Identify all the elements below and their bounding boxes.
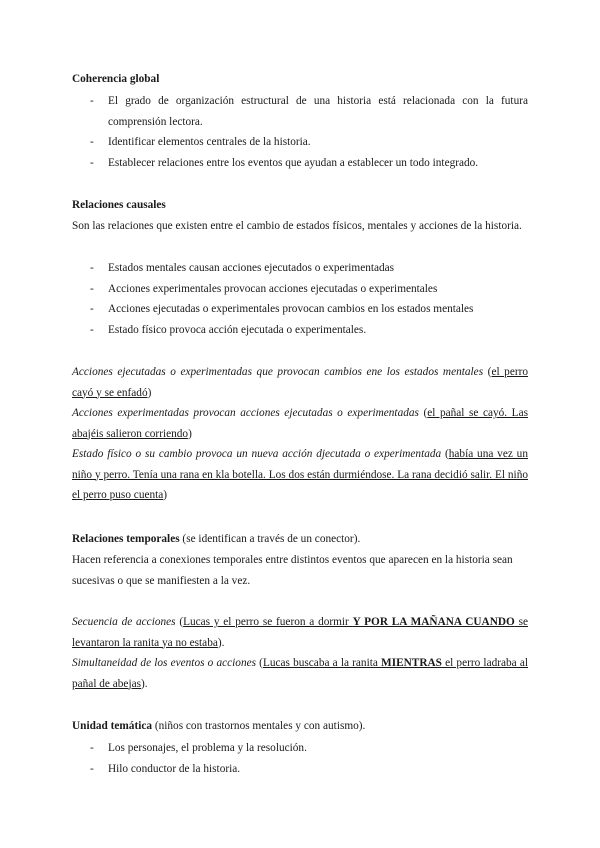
temporales-body: Hacen referencia a conexiones temporales entre distintos eventos que aparecen en la historia sean sucesivas o que se manifiesten a la vez. — [72, 554, 513, 587]
list-item: - Acciones experimentales provocan acciones ejecutadas o experimentales — [72, 279, 528, 300]
example-part: Lucas buscaba a la ranita — [262, 657, 382, 669]
list-item: - Establecer relaciones entre los eventos que ayudan a establecer un todo integrado. — [72, 153, 528, 174]
temporales-heading: Relaciones temporales — [72, 533, 180, 545]
example-label: Secuencia de acciones — [72, 616, 176, 628]
example-label: Acciones ejecutadas o experimentadas que provocan cambios ene los estados mentales — [72, 366, 484, 378]
example-part: el perro ladraba al pañal de abejas — [72, 657, 528, 690]
unidad-heading-line — [72, 716, 528, 737]
causales-list — [72, 258, 528, 340]
temporales-note: (se identifican a través de un conector). — [179, 533, 361, 545]
example-label: Estado físico o su cambio provoca un nueva acción djecutada o experimentada — [72, 448, 442, 460]
example-label: Simultaneidad de los eventos o acciones — [72, 657, 257, 669]
list-item: - Estados mentales causan acciones ejecutados o experimentadas — [72, 258, 528, 279]
example-connector: MIENTRAS — [381, 657, 442, 669]
coherencia-list — [72, 91, 528, 173]
causales-heading: Relaciones causales — [72, 199, 166, 211]
temporal-examples — [72, 612, 528, 694]
temporales-heading-line — [72, 529, 528, 550]
causales-intro: Son las relaciones que existen entre el cambio de estados físicos, mentales y acciones de la historia. — [72, 220, 522, 232]
list-item: - Identificar elementos centrales de la historia. — [72, 132, 528, 153]
coherencia-heading: Coherencia global — [72, 73, 160, 85]
example-label: Acciones experimentadas provocan acciones ejecutadas o experimentadas — [72, 407, 419, 419]
example-text: el pañal se cayó. Las abajéis salieron corriendo — [72, 407, 528, 440]
list-item: - Hilo conductor de la historia. — [72, 759, 528, 780]
list-item: - Estado físico provoca acción ejecutada o experimentales. — [72, 320, 528, 341]
example-connector: Y POR LA MAÑANA CUANDO — [352, 616, 515, 628]
causal-example-3: Estado físico o su cambio provoca un nueva acción djecutada o experimentada (había una vez un niño y perro. Tenía una rana en kla botella. Los dos están durmiéndose. La rana decidió salir. El niño el perro puso cuenta) — [72, 448, 528, 501]
example-text: había una vez un niño y perro. Tenía una rana en kla botella. Los dos están durmiéndose. La rana decidió salir. El niño el perro puso cuenta — [72, 448, 528, 501]
list-item: - Los personajes, el problema y la resolución. — [72, 738, 528, 759]
list-item: - El grado de organización estructural de una historia está relacionada con la futura comprensión lectora. — [72, 91, 528, 132]
unidad-heading: Unidad temática — [72, 720, 153, 732]
causal-example-1: Acciones ejecutadas o experimentadas que provocan cambios ene los estados mentales (el perro cayó y se enfadó) — [72, 366, 529, 399]
temporal-example-secuencia: Secuencia de acciones (Lucas y el perro se fueron a dormir Y POR LA MAÑANA CUANDO se levantaron la ranita ya no estaba). — [72, 616, 528, 649]
example-part: se levantaron la ranita ya no estaba — [72, 616, 528, 649]
unidad-note: (niños con trastornos mentales y con autismo). — [152, 720, 366, 732]
causal-example-2: Acciones experimentadas provocan acciones ejecutadas o experimentadas (el pañal se cayó. Las abajéis salieron corriendo) — [72, 407, 528, 440]
causal-examples — [72, 362, 528, 506]
example-text: el perro cayó y se enfadó — [72, 366, 529, 399]
list-item: - Acciones ejecutadas o experimentales provocan cambios en los estados mentales — [72, 299, 528, 320]
unidad-list — [72, 738, 528, 779]
temporal-example-simultaneidad: Simultaneidad de los eventos o acciones (Lucas buscaba a la ranita MIENTRAS el perro ladraba al pañal de abejas). — [72, 657, 528, 690]
example-part: Lucas y el perro se fueron a dormir — [183, 616, 353, 628]
